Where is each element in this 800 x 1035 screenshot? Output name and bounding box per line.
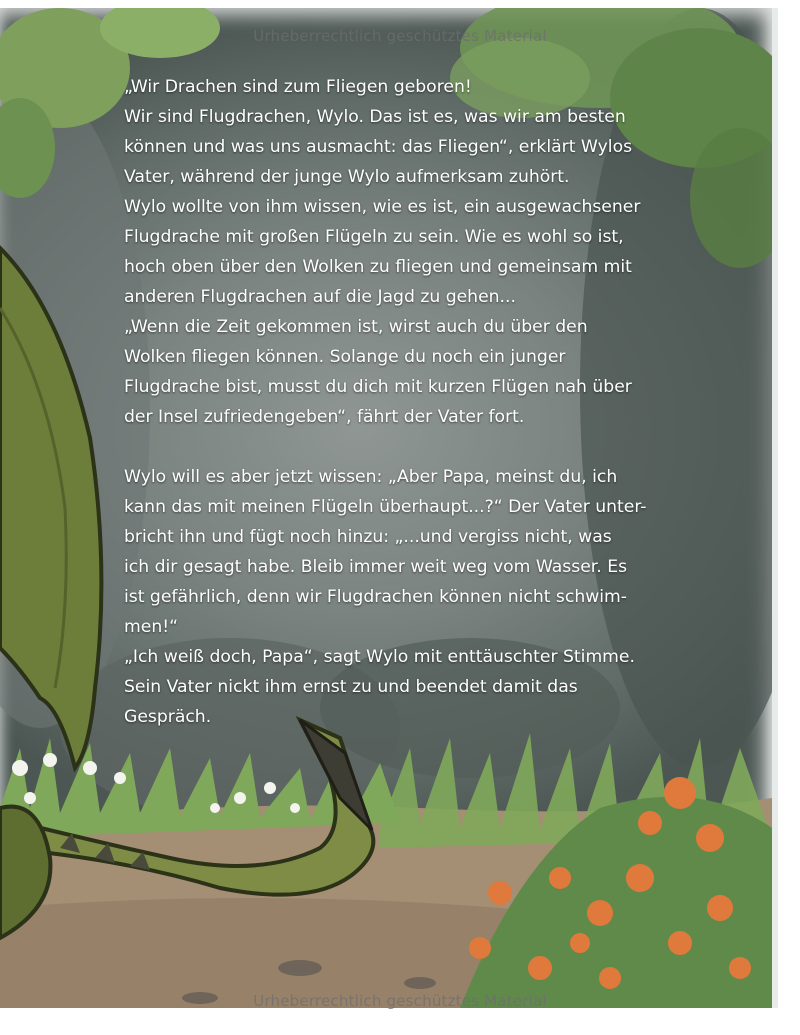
story-line: Wylo wollte von ihm wissen, wie es ist, ein ausgewachsener xyxy=(124,197,641,217)
story-line: „Wir Drachen sind zum Fliegen geboren! xyxy=(124,77,472,97)
paragraph-gap xyxy=(124,432,694,462)
story-line: hoch oben über den Wolken zu fliegen und gemeinsam mit xyxy=(124,257,632,277)
story-text xyxy=(124,72,694,732)
story-line: „Wenn die Zeit gekommen ist, wirst auch du über den xyxy=(124,317,588,337)
watermark-bottom: Urheberrechtlich geschütztes Material xyxy=(253,992,547,1010)
watermark-top: Urheberrechtlich geschütztes Material xyxy=(253,27,547,45)
story-line: Wir sind Flugdrachen, Wylo. Das ist es, was wir am besten xyxy=(124,107,626,127)
story-line: Vater, während der junge Wylo aufmerksam zuhört. xyxy=(124,167,570,187)
story-line: Flugdrache mit großen Flügeln zu sein. Wie es wohl so ist, xyxy=(124,227,624,247)
story-line: bricht ihn und fügt noch hinzu: „...und vergiss nicht, was xyxy=(124,527,612,547)
story-line: ich dir gesagt habe. Bleib immer weit weg vom Wasser. Es xyxy=(124,557,628,577)
story-line: Sein Vater nickt ihm ernst zu und beendet damit das xyxy=(124,677,578,697)
story-line: kann das mit meinen Flügeln überhaupt...?“ Der Vater unter- xyxy=(124,497,647,517)
story-line: „Ich weiß doch, Papa“, sagt Wylo mit enttäuschter Stimme. xyxy=(124,647,635,667)
pebble xyxy=(278,960,322,976)
story-line: men!“ xyxy=(124,617,179,637)
pebble xyxy=(404,977,436,989)
story-line: Flugdrache bist, musst du dich mit kurzen Flügen nah über xyxy=(124,377,632,397)
story-line: Gespräch. xyxy=(124,707,212,727)
story-line: Wylo will es aber jetzt wissen: „Aber Papa, meinst du, ich xyxy=(124,467,618,487)
story-line: ist gefährlich, denn wir Flugdrachen können nicht schwim- xyxy=(124,587,627,607)
story-line: der Insel zufriedengeben“, fährt der Vater fort. xyxy=(124,407,525,427)
story-line: anderen Flugdrachen auf die Jagd zu gehen... xyxy=(124,287,516,307)
story-line: können und was uns ausmacht: das Fliegen“, erklärt Wylos xyxy=(124,137,633,157)
story-line: Wolken fliegen können. Solange du noch ein junger xyxy=(124,347,566,367)
